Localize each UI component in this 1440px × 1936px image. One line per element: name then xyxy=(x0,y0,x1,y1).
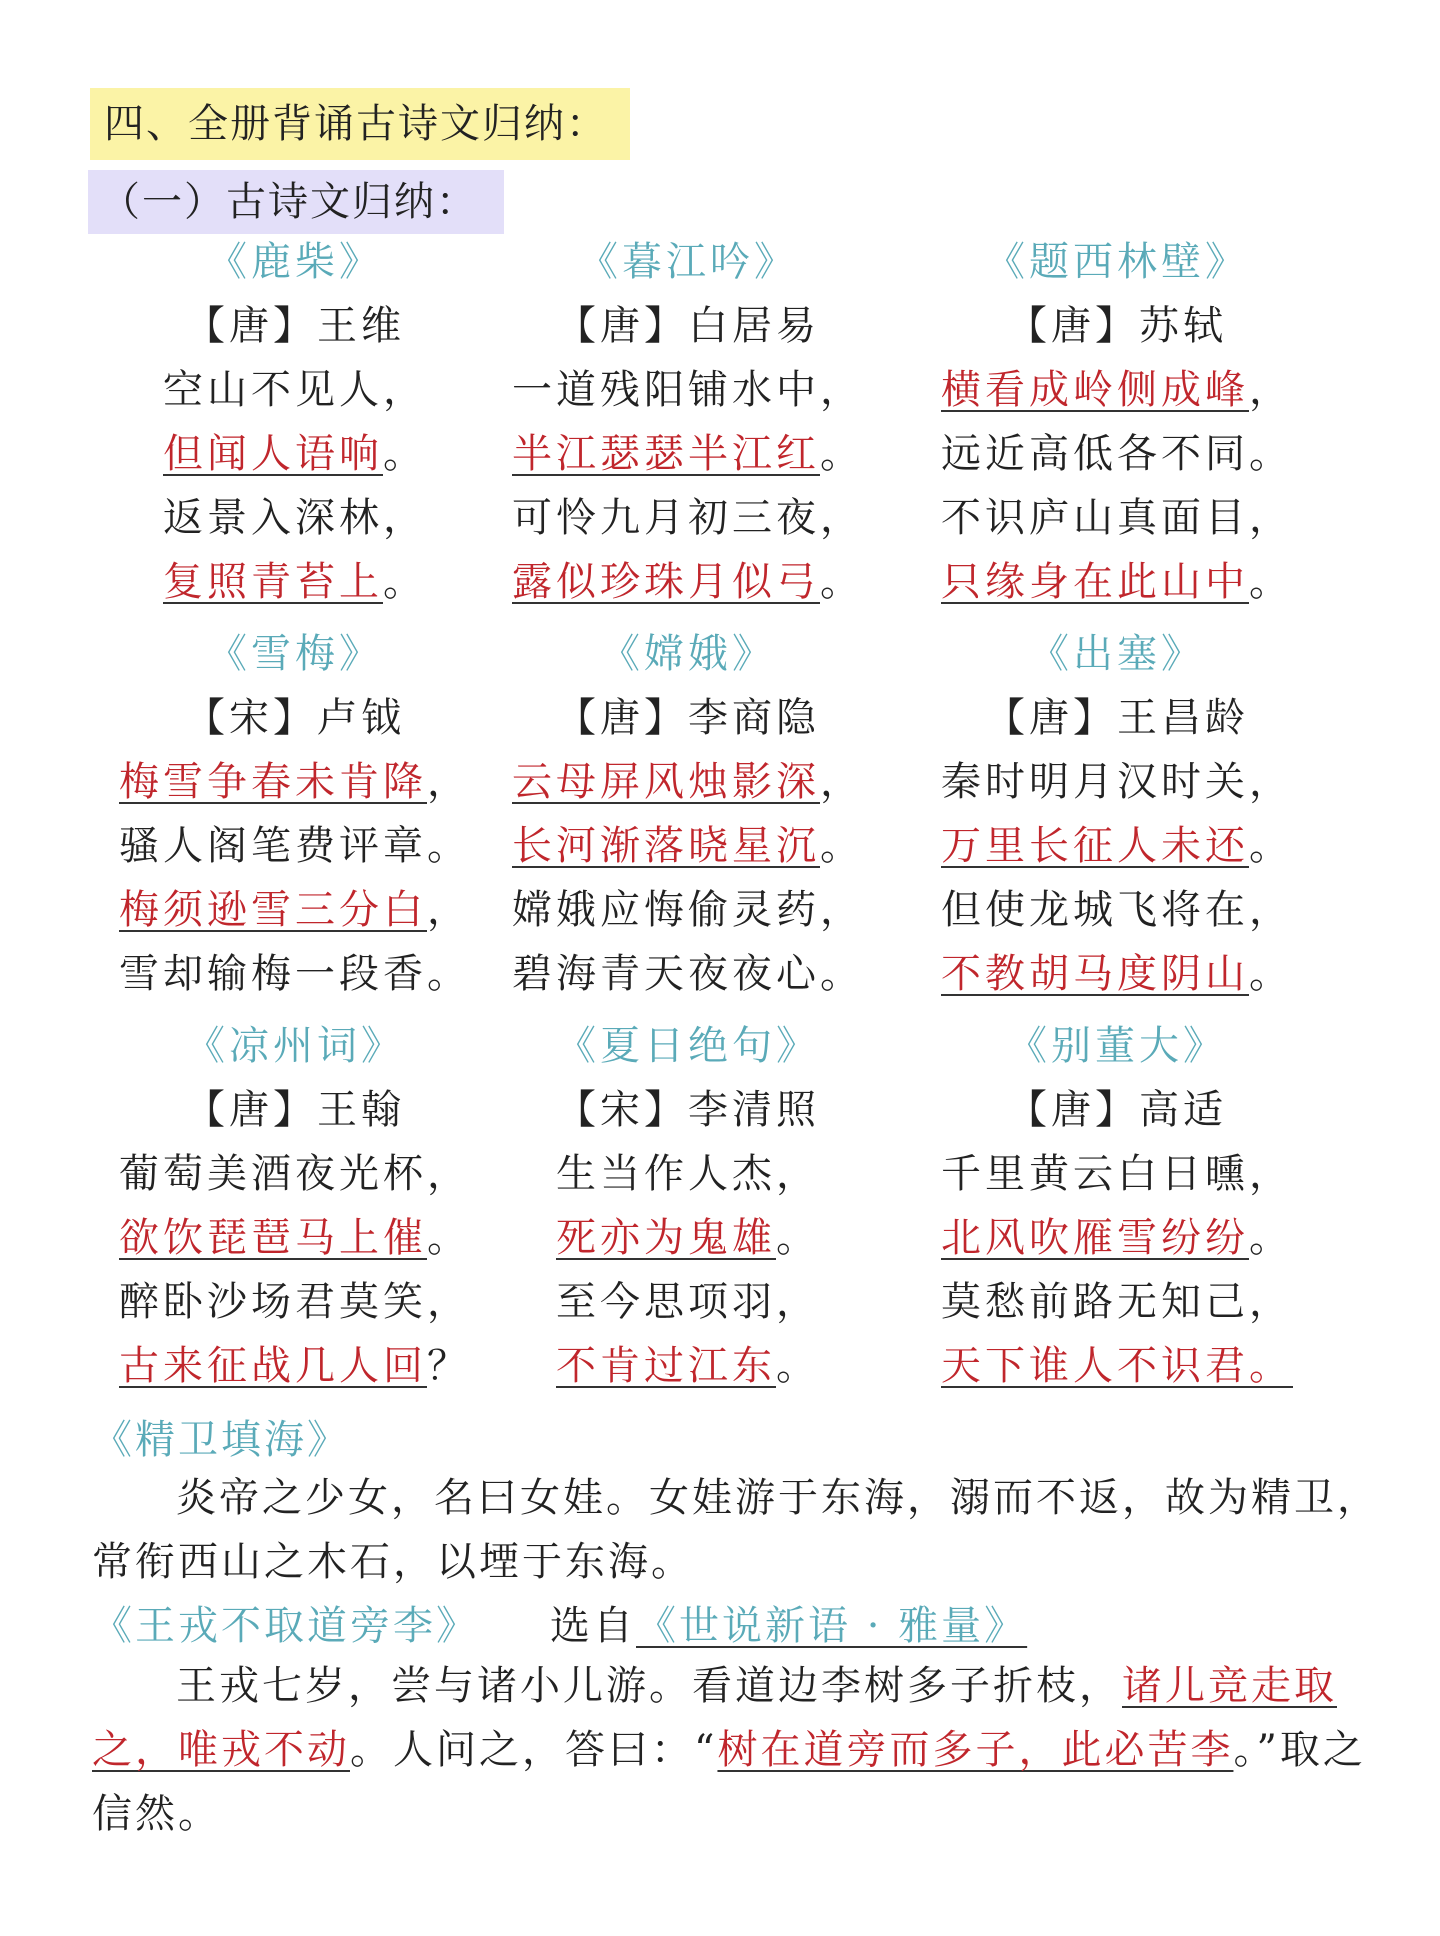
poem-line-key-text: 梅雪争春未肯降 xyxy=(119,759,427,805)
poem-line-text: 可怜九月初三夜 xyxy=(512,495,820,541)
poem-line xyxy=(512,950,864,998)
wangrong-plain-3: 。”取之信然。 xyxy=(92,1727,1366,1837)
poem-line-text: 雪却输梅一段香 xyxy=(119,951,427,997)
poem-line-punct: ， xyxy=(427,887,471,933)
poem-line-punct: 。 xyxy=(1249,431,1293,477)
poem-author: 【唐】王维 xyxy=(185,303,405,349)
poem-line-punct: ， xyxy=(820,367,864,413)
wangrong-plain-1: 王戎七岁，尝与诸小儿游。看道边李树多子折枝， xyxy=(176,1663,1122,1709)
poem-line xyxy=(941,430,1293,478)
poem-line xyxy=(163,558,427,606)
wangrong-plain-2: 。人问之，答曰：“ xyxy=(350,1727,718,1773)
poem-line-key-text: 天下谁人不识君。 xyxy=(941,1343,1293,1389)
poem-line-key-text: 不教胡马度阴山 xyxy=(941,951,1249,997)
poem-line-key-text: 北风吹雁雪纷纷 xyxy=(941,1215,1249,1261)
poem-line-punct: ， xyxy=(383,367,427,413)
poem-line xyxy=(512,494,864,542)
poem-line-text: 骚人阁笔费评章 xyxy=(119,823,427,869)
poem-line-text: 至今思项羽 xyxy=(556,1279,776,1325)
poem-title: 《题西林壁》 xyxy=(985,239,1249,285)
poem-line-text: 生当作人杰 xyxy=(556,1151,776,1197)
poem-line xyxy=(941,758,1293,806)
poem-line xyxy=(163,366,427,414)
poem-line xyxy=(119,886,471,934)
poem-line-punct: 。 xyxy=(383,559,427,605)
poem-line-punct: 。 xyxy=(427,951,471,997)
poem-line xyxy=(512,758,864,806)
poem-title: 《暮江吟》 xyxy=(578,239,798,285)
poem-line-key-text: 半江瑟瑟半江红 xyxy=(512,431,820,477)
poem-line-text: 醉卧沙场君莫笑 xyxy=(119,1279,427,1325)
poem-line xyxy=(119,1150,471,1198)
poem-line-punct: ， xyxy=(820,759,864,805)
poem-line-text: 嫦娥应悔偷灵药 xyxy=(512,887,820,933)
poem-line-punct: 。 xyxy=(820,951,864,997)
poem-line-punct: 。 xyxy=(1249,823,1293,869)
poem-line-text: 空山不见人 xyxy=(163,367,383,413)
poem-line-text: 碧海青天夜夜心 xyxy=(512,951,820,997)
poem-line-punct: 。 xyxy=(820,823,864,869)
poem-line xyxy=(512,822,864,870)
section-heading: 四、全册背诵古诗文归纳： xyxy=(90,88,630,160)
poem-line-key-text: 长河渐落晓星沉 xyxy=(512,823,820,869)
poem-line-text: 秦时明月汉时关 xyxy=(941,759,1249,805)
poem-line-punct: ， xyxy=(1249,1279,1293,1325)
poem-author: 【唐】王翰 xyxy=(185,1087,405,1133)
poem-line-punct: ， xyxy=(1249,759,1293,805)
poem-author: 【唐】李商隐 xyxy=(556,695,820,741)
poem-line-punct: ， xyxy=(1249,887,1293,933)
poem-author: 【宋】李清照 xyxy=(556,1087,820,1133)
poem-line-punct: ， xyxy=(1249,495,1293,541)
source-book: 《世说新语 · 雅量》 xyxy=(636,1603,1028,1649)
poem-line xyxy=(163,430,427,478)
poem-line-punct: ， xyxy=(427,1151,471,1197)
poem-line xyxy=(163,494,427,542)
poem-line-punct: ， xyxy=(427,759,471,805)
poem-line xyxy=(119,758,471,806)
poem-line-punct: ， xyxy=(820,887,864,933)
poem-line xyxy=(556,1214,820,1262)
poem-line-text: 一道残阳铺水中 xyxy=(512,367,820,413)
wangrong-key-2: 树在道旁而多子，此必苦李 xyxy=(717,1727,1234,1773)
poem-line xyxy=(512,886,864,934)
poem-line-punct: ， xyxy=(1249,1151,1293,1197)
poem-line xyxy=(941,1342,1293,1390)
poem-line xyxy=(941,366,1293,414)
poem-title: 《鹿柴》 xyxy=(207,239,383,285)
poem-line xyxy=(941,822,1293,870)
poem-line xyxy=(941,558,1293,606)
poem-line-text: 千里黄云白日曛 xyxy=(941,1151,1249,1197)
source-prefix: 选自 xyxy=(550,1603,636,1649)
poem-line xyxy=(941,1150,1293,1198)
poem-line-text: 不识庐山真面目 xyxy=(941,495,1249,541)
poem-line-punct: ， xyxy=(776,1151,820,1197)
poem-line-text: 返景入深林 xyxy=(163,495,383,541)
poem-line-text: 但使龙城飞将在 xyxy=(941,887,1249,933)
poem-line-key-text: 横看成岭侧成峰 xyxy=(941,367,1249,413)
poem-line-text: 远近高低各不同 xyxy=(941,431,1249,477)
poem-line xyxy=(556,1342,820,1390)
poem-line-punct: ， xyxy=(383,495,427,541)
subsection-heading: （一）古诗文归纳： xyxy=(88,170,504,234)
poem-line-key-text: 只缘身在此山中 xyxy=(941,559,1249,605)
poem-line xyxy=(119,1214,471,1262)
poem-title: 《出塞》 xyxy=(1029,631,1205,677)
poem-author: 【唐】苏轼 xyxy=(1007,303,1227,349)
poem-line-punct: 。 xyxy=(1249,951,1293,997)
poem-line xyxy=(941,950,1293,998)
wangrong-text xyxy=(92,1654,1382,1846)
poem-title: 《夏日绝句》 xyxy=(556,1023,820,1069)
poem-line-punct: 。 xyxy=(776,1215,820,1261)
poem-author: 【唐】白居易 xyxy=(556,303,820,349)
poem-line-key-text: 古来征战几人回 xyxy=(119,1343,427,1389)
poem-line-key-text: 云母屏风烛影深 xyxy=(512,759,820,805)
poem-line xyxy=(119,950,471,998)
wangrong-key-1: 诸儿竞走取之，唯戎不动 xyxy=(92,1663,1337,1773)
jingwei-text: 炎帝之少女，名曰女娃。女娃游于东海，溺而不返，故为精卫，常衔西山之木石，以堙于东海。 xyxy=(92,1475,1380,1585)
poem-line xyxy=(941,886,1293,934)
poem-line-punct: ， xyxy=(1249,367,1293,413)
poem-line xyxy=(941,494,1293,542)
poem-title: 《雪梅》 xyxy=(207,631,383,677)
poem-line xyxy=(941,1214,1293,1262)
poem-line-text: 莫愁前路无知己 xyxy=(941,1279,1249,1325)
poem-line xyxy=(512,366,864,414)
poem-line-key-text: 欲饮琵琶马上催 xyxy=(119,1215,427,1261)
poem-line-punct: 。 xyxy=(820,431,864,477)
poem-line-punct: 。 xyxy=(820,559,864,605)
poem-line-punct: 。 xyxy=(427,823,471,869)
poem-title: 《凉州词》 xyxy=(185,1023,405,1069)
poem-line-key-text: 万里长征人未还 xyxy=(941,823,1249,869)
poem-line-text: 葡萄美酒夜光杯 xyxy=(119,1151,427,1197)
poem-line xyxy=(556,1150,820,1198)
poem-line xyxy=(941,1278,1293,1326)
poem-author: 【宋】卢钺 xyxy=(185,695,405,741)
poem-line-punct: ， xyxy=(820,495,864,541)
poem-line-punct: ？ xyxy=(427,1343,471,1389)
poem-line-key-text: 梅须逊雪三分白 xyxy=(119,887,427,933)
poem-line xyxy=(119,1278,471,1326)
poem-line xyxy=(512,430,864,478)
wangrong-source xyxy=(550,1594,1027,1651)
poem-line-punct: ， xyxy=(427,1279,471,1325)
poem-author: 【唐】高适 xyxy=(1007,1087,1227,1133)
poem-line xyxy=(119,822,471,870)
poem-line-punct: 。 xyxy=(1249,1215,1293,1261)
poem-line-key-text: 露似珍珠月似弓 xyxy=(512,559,820,605)
wangrong-title: 《王戎不取道旁李》 xyxy=(92,1603,479,1649)
poem-line-key-text: 不肯过江东 xyxy=(556,1343,776,1389)
poem-line-punct: 。 xyxy=(1249,559,1293,605)
poem-line xyxy=(512,558,864,606)
poem-line-punct: ， xyxy=(776,1279,820,1325)
poem-line-punct: 。 xyxy=(427,1215,471,1261)
poem-line xyxy=(556,1278,820,1326)
jingwei-title: 《精卫填海》 xyxy=(92,1417,350,1463)
poem-title: 《别董大》 xyxy=(1007,1023,1227,1069)
poem-title: 《嫦娥》 xyxy=(600,631,776,677)
poem-line xyxy=(119,1342,471,1390)
poem-line-punct: 。 xyxy=(383,431,427,477)
poem-line-key-text: 死亦为鬼雄 xyxy=(556,1215,776,1261)
poem-line-punct: 。 xyxy=(776,1343,820,1389)
poem-line-key-text: 但闻人语响 xyxy=(163,431,383,477)
poem-author: 【唐】王昌龄 xyxy=(985,695,1249,741)
poem-line-key-text: 复照青苔上 xyxy=(163,559,383,605)
